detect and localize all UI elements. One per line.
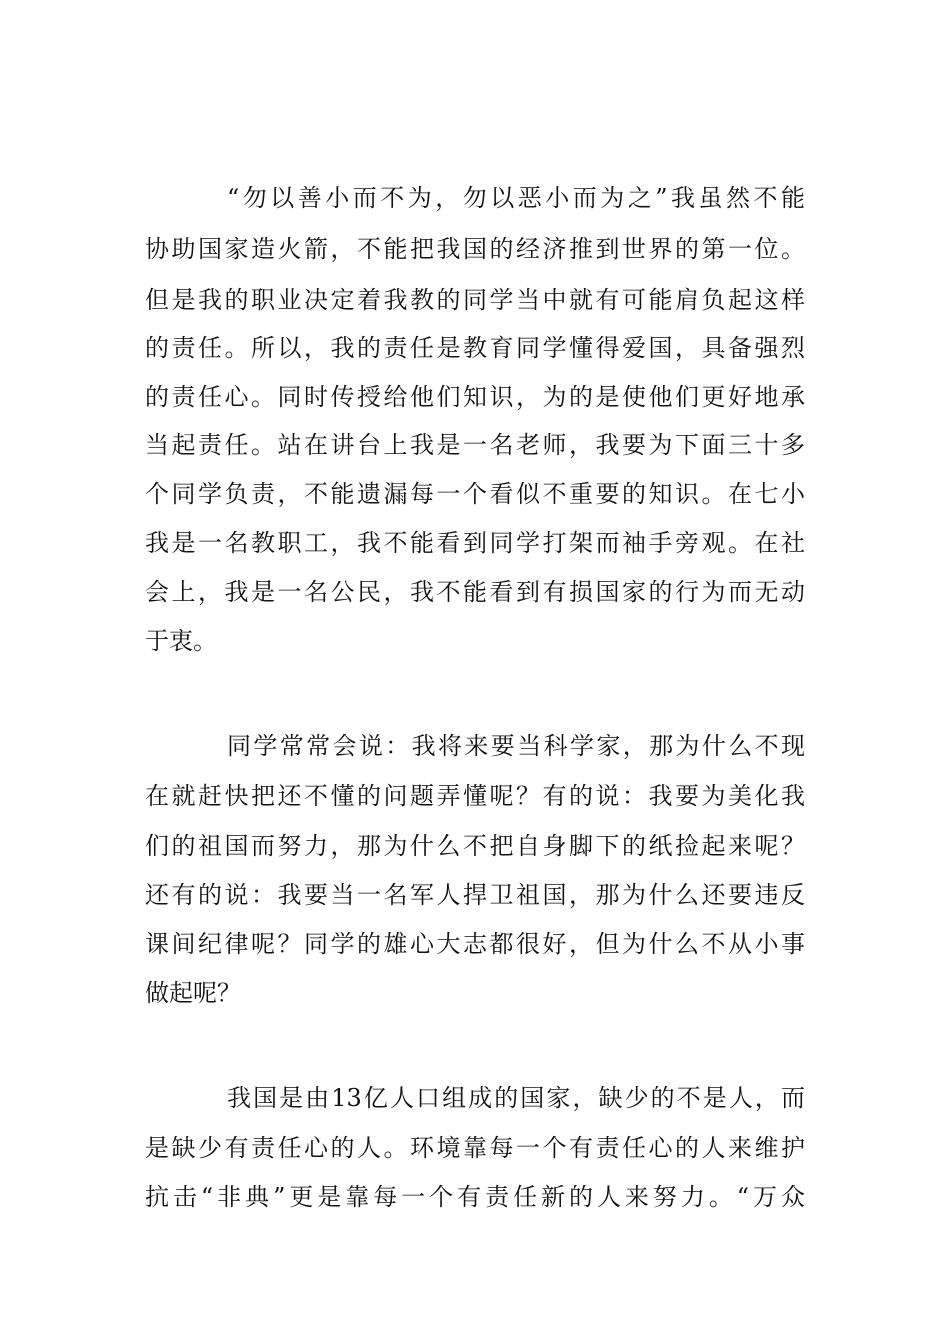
text-line: 抗击“非典”更是靠每一个有责任新的人来努力。“万众 (145, 1183, 805, 1211)
text-line: 但是我的职业决定着我教的同学当中就有可能肩负起这样 (145, 286, 805, 314)
text-line: 的责任。所以，我的责任是教育同学懂得爱国，具备强烈 (145, 334, 805, 362)
text-line: “勿以善小而不为，勿以恶小而为之”我虽然不能 (227, 184, 805, 212)
text-line: 会上，我是一名公民，我不能看到有损国家的行为而无动 (145, 578, 805, 606)
text-line: 还有的说：我要当一名军人捍卫祖国，那为什么还要违反 (145, 881, 805, 909)
text-line: 课间纪律呢？同学的雄心大志都很好，但为什么不从小事 (145, 930, 805, 958)
text-line: 们的祖国而努力，那为什么不把自身脚下的纸捡起来呢？ (145, 832, 805, 860)
text-line: 我国是由13亿人口组成的国家，缺少的不是人，而 (227, 1084, 805, 1112)
text-line: 做起呢？ (145, 979, 241, 1007)
text-line: 在就赶快把还不懂的问题弄懂呢？有的说：我要为美化我 (145, 782, 805, 810)
text-line: 我是一名教职工，我不能看到同学打架而袖手旁观。在社 (145, 529, 805, 557)
text-line: 当起责任。站在讲台上我是一名老师，我要为下面三十多 (145, 431, 805, 459)
text-line: 是缺少有责任心的人。环境靠每一个有责任心的人来维护 (145, 1134, 805, 1162)
text-line: 个同学负责，不能遗漏每一个看似不重要的知识。在七小 (145, 480, 805, 508)
text-line: 于衷。 (145, 627, 217, 655)
text-line: 同学常常会说：我将来要当科学家，那为什么不现 (227, 732, 805, 760)
text-line: 协助国家造火箭，不能把我国的经济推到世界的第一位。 (145, 235, 805, 263)
text-line: 的责任心。同时传授给他们知识，为的是使他们更好地承 (145, 383, 805, 411)
